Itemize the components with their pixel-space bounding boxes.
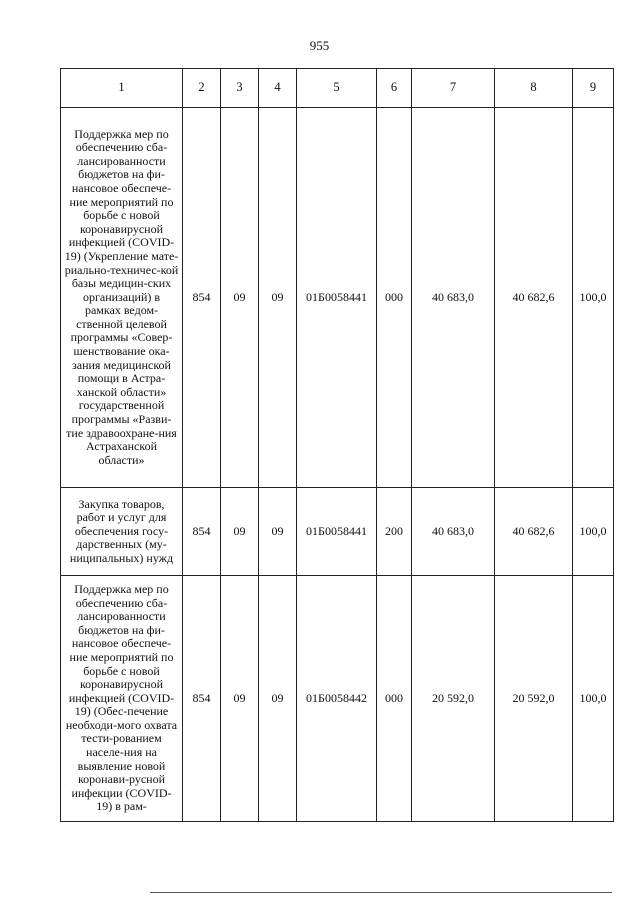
cell-col2: 854 [183, 488, 221, 576]
row-description: Поддержка мер по обеспечению сба-лансированности бюджетов на фи-нансовое обеспече-ние мероприятий по борьбе с новой коронавирусной инфекцией (COVID-19) (Обес-печение необходи-мого охвата тести-рованием населе-ния на выявление новой коронави-русной инфекции (COVID-19) в рам- [61, 576, 183, 822]
table-row [61, 576, 614, 822]
cell-col6: 000 [377, 108, 412, 488]
page-number: 955 [309, 38, 330, 53]
cell-col9: 100,0 [573, 108, 614, 488]
cell-col3: 09 [221, 108, 259, 488]
cell-col4: 09 [259, 576, 297, 822]
header-row [61, 69, 614, 108]
header-cell-7: 7 [412, 69, 495, 108]
cell-col4: 09 [259, 108, 297, 488]
cell-col9: 100,0 [573, 488, 614, 576]
header-cell-6: 6 [377, 69, 412, 108]
cell-col8: 40 682,6 [495, 108, 573, 488]
cell-col8: 40 682,6 [495, 488, 573, 576]
table-row [61, 488, 614, 576]
header-cell-8: 8 [495, 69, 573, 108]
cell-col5: 01Б0058442 [297, 576, 377, 822]
cell-col5: 01Б0058441 [297, 108, 377, 488]
cell-col7: 40 683,0 [412, 108, 495, 488]
header-cell-9: 9 [573, 69, 614, 108]
header-cell-2: 2 [183, 69, 221, 108]
row-description: Поддержка мер по обеспечению сба-лансированности бюджетов на фи-нансовое обеспече-ние мероприятий по борьбе с новой коронавирусной инфекцией (COVID-19) (Укрепление мате-риально-техничес-кой базы медицин-ских организаций) в рамках ведом-ственной целевой программы «Совер-шенствование ока-зания медицинской помощи в Астра-ханской области» государственной программы «Разви-тие здравоохране-ния Астраханской области» [61, 108, 183, 488]
cell-col9: 100,0 [573, 576, 614, 822]
header-cell-3: 3 [221, 69, 259, 108]
cell-col3: 09 [221, 576, 259, 822]
cell-col6: 200 [377, 488, 412, 576]
cell-col2: 854 [183, 108, 221, 488]
row-description: Закупка товаров, работ и услуг для обеспечения госу-дарственных (му-ниципальных) нужд [61, 488, 183, 576]
budget-table [60, 68, 614, 822]
header-cell-1: 1 [61, 69, 183, 108]
cell-col6: 000 [377, 576, 412, 822]
header-cell-5: 5 [297, 69, 377, 108]
cell-col7: 40 683,0 [412, 488, 495, 576]
cell-col5: 01Б0058441 [297, 488, 377, 576]
cell-col7: 20 592,0 [412, 576, 495, 822]
cell-col8: 20 592,0 [495, 576, 573, 822]
footer-divider [150, 892, 612, 893]
table-row [61, 108, 614, 488]
cell-col3: 09 [221, 488, 259, 576]
cell-col4: 09 [259, 488, 297, 576]
header-cell-4: 4 [259, 69, 297, 108]
cell-col2: 854 [183, 576, 221, 822]
